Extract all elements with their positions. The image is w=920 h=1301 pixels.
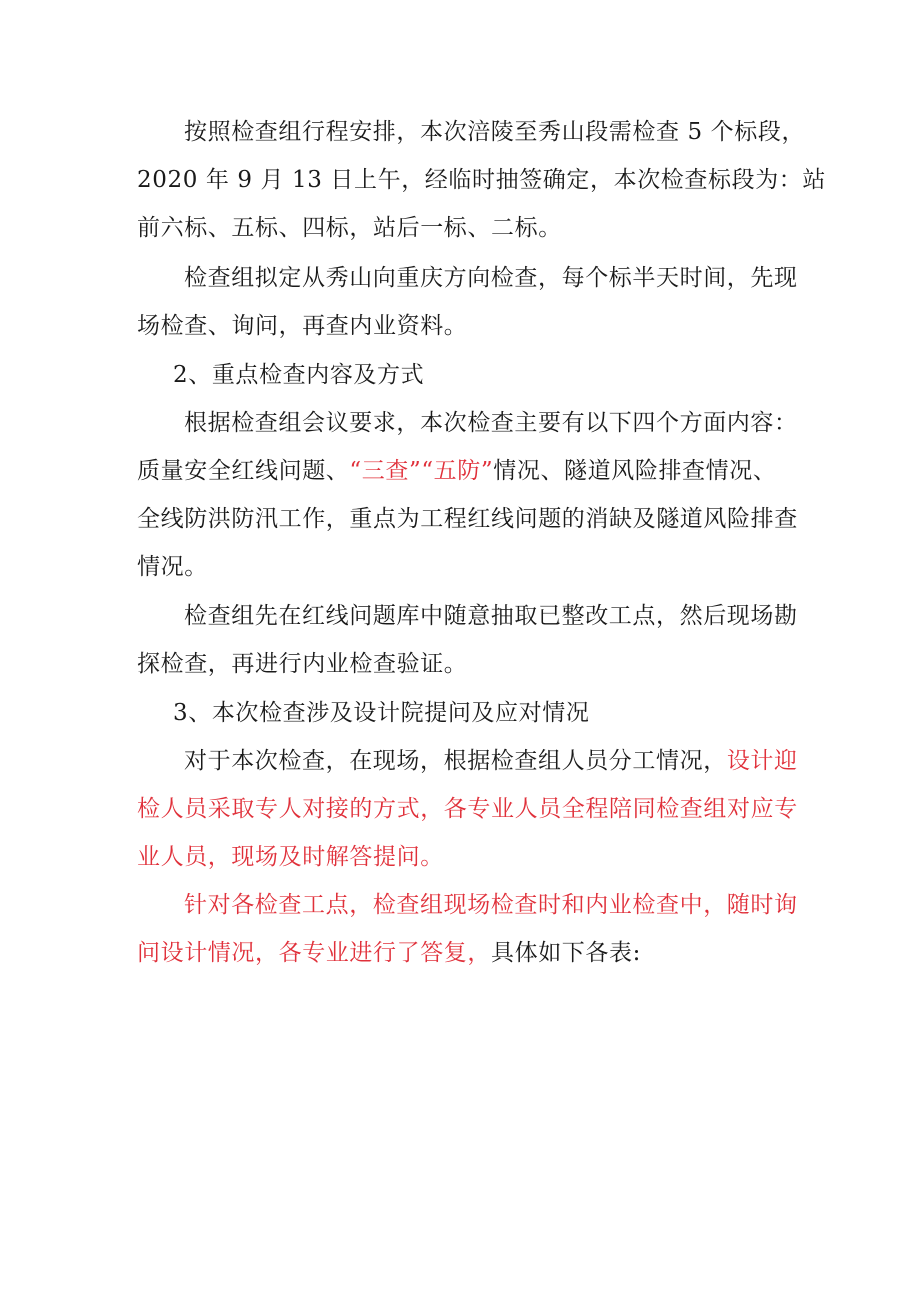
highlighted-text: 问设计情况，各专业进行了答复， [137, 940, 491, 966]
text-line: 探检查，再进行内业检查验证。 [137, 651, 468, 677]
highlighted-text-line: 针对各检查工点，检查组现场检查时和内业检查中，随时询 [184, 892, 798, 918]
highlighted-text: “三查”“五防” [349, 458, 494, 484]
highlighted-text-line: 业人员，现场及时解答提问。 [137, 844, 444, 870]
text-line [137, 447, 797, 495]
section-heading-3 [137, 689, 797, 737]
highlighted-text-line: 检人员采取专人对接的方式，各专业人员全程陪同检查组对应专 [137, 796, 798, 822]
text-line: 检查组拟定从秀山向重庆方向检查，每个标半天时间，先现 [184, 265, 798, 291]
text-segment: 具体如下各表: [491, 940, 641, 966]
section-heading-2 [137, 351, 797, 399]
highlighted-text: 设计迎 [726, 748, 798, 774]
paragraph-method [137, 592, 797, 688]
text-line: 检查组先在红线问题库中随意抽取已整改工点，然后现场勘 [184, 603, 798, 629]
text-line: 全线防洪防汛工作，重点为工程红线问题的消缺及隧道风险排查 [137, 506, 798, 532]
paragraph-schedule [137, 108, 826, 252]
text-segment: 对于本次检查，在现场，根据检查组人员分工情况， [184, 748, 727, 774]
text-line: 按照检查组行程安排，本次涪陵至秀山段需检查 5 个标段， [184, 119, 806, 145]
paragraph-route [137, 254, 797, 350]
paragraph-answers [137, 881, 797, 977]
text-line: 场检查、询问，再查内业资料。 [137, 313, 468, 339]
text-segment: 质量安全红线问题、 [137, 458, 350, 484]
paragraph-key-content [137, 399, 797, 591]
text-line: 前六标、五标、四标，站后一标、二标。 [137, 215, 562, 241]
text-line: 2020 年 9 月 13 日上午，经临时抽签确定，本次检查标段为：站 [137, 167, 826, 193]
text-line [137, 929, 797, 977]
paragraph-response [137, 737, 797, 881]
text-line: 情况。 [137, 554, 208, 580]
text-segment: 情况、隧道风险排查情况、 [493, 458, 777, 484]
heading-text: 2、重点检查内容及方式 [173, 362, 425, 388]
text-line: 根据检查组会议要求，本次检查主要有以下四个方面内容： [184, 410, 798, 436]
heading-text: 3、本次检查涉及设计院提问及应对情况 [173, 700, 590, 726]
text-line [137, 737, 797, 785]
